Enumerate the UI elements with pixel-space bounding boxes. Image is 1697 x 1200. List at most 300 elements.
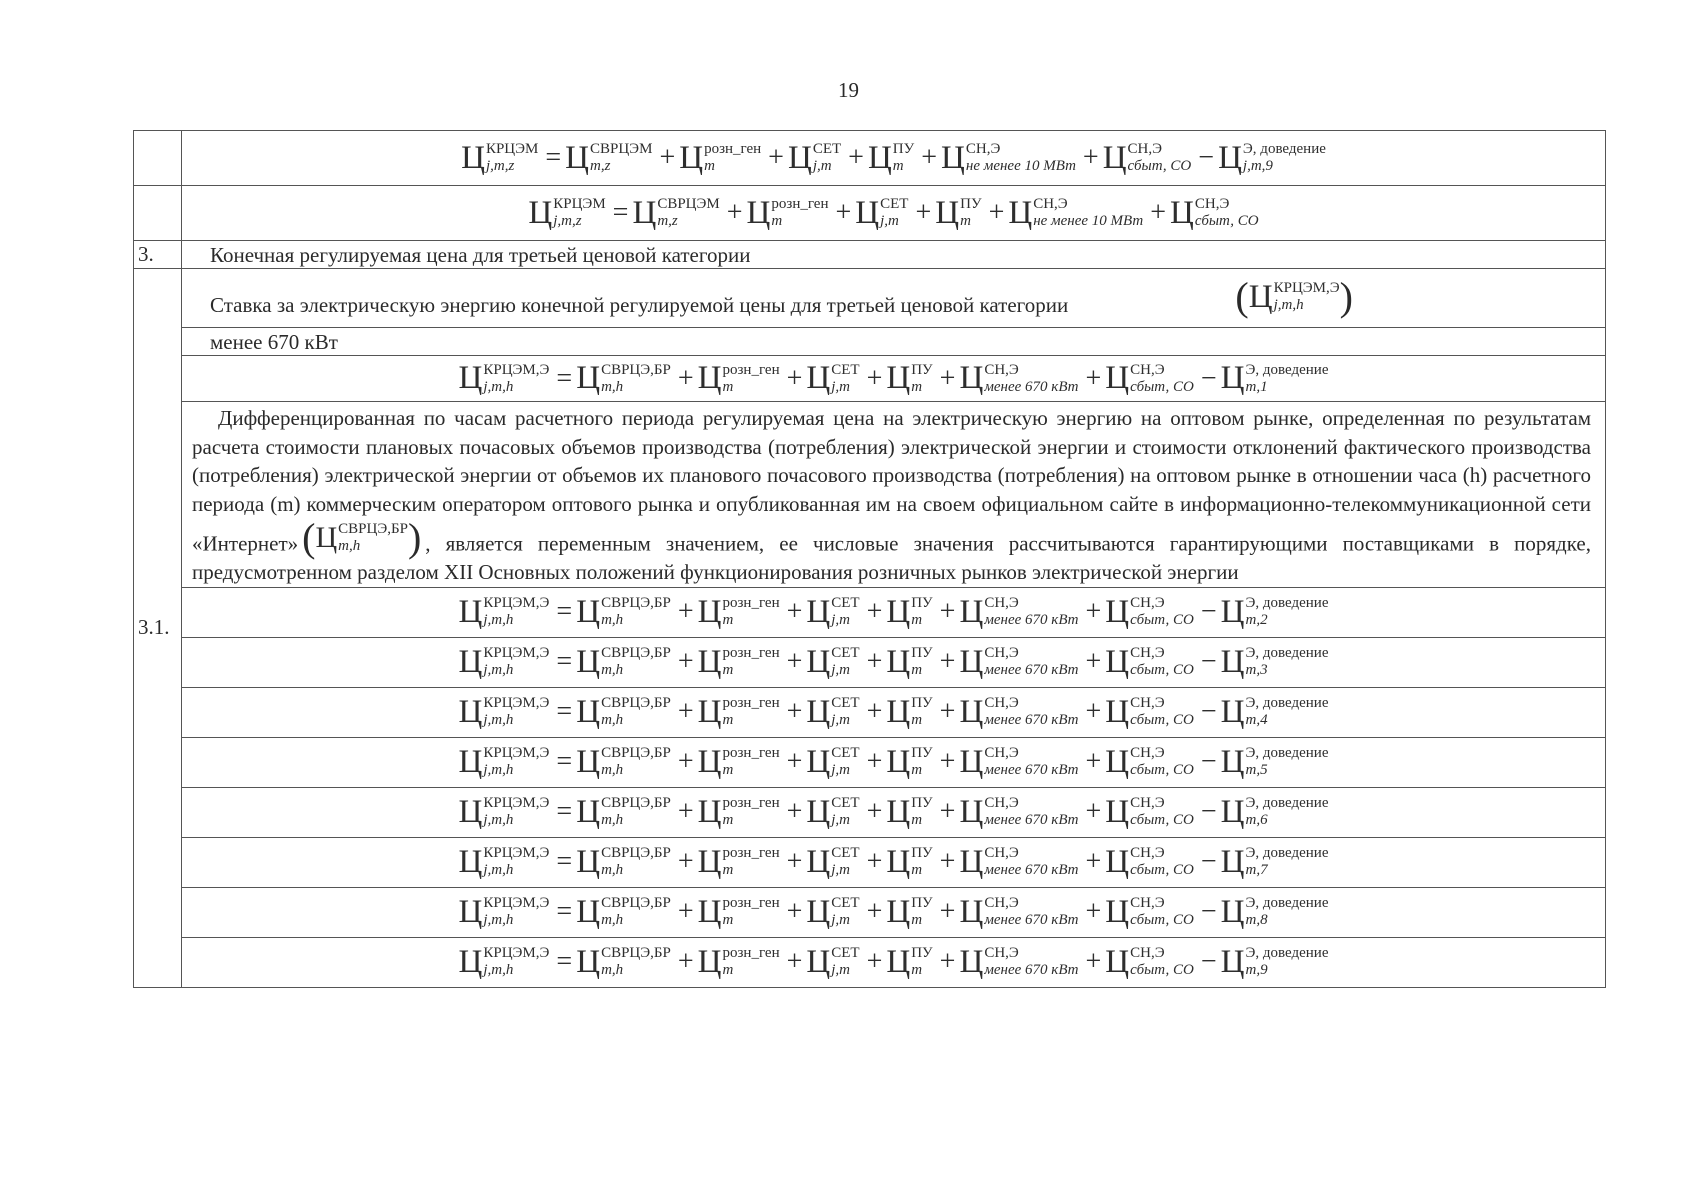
formula-base: Ц [806,943,831,980]
formula-superscript: СЕТ [880,196,909,212]
formula-row-2 [182,587,1606,637]
formula-base: Ц [959,893,984,930]
formula-scripts [1130,795,1194,829]
formula-superscript: СН,Э [1130,945,1165,961]
formula-scripts [1130,895,1194,929]
formula-row-8 [182,887,1606,937]
formula-subscript: m,h [601,962,624,978]
formula-scripts [831,795,859,829]
formula-scripts [984,945,1078,979]
formula-subscript: m [911,962,923,978]
formula-operator: = [556,696,573,727]
formula-subscript: сбыт, СО [1130,962,1194,978]
formula-base: Ц [458,843,483,880]
formula-operator: + [988,197,1005,228]
formula-subscript: m [722,662,734,678]
formula-base: Ц [959,743,984,780]
formula-superscript: СЕТ [831,695,860,711]
formula-scripts [601,362,671,396]
formula-term [886,795,932,829]
formula-term [886,945,932,979]
formula-superscript: Э, доведение [1245,695,1329,711]
formula-operator: + [677,746,694,777]
formula-subscript: j,m [831,378,850,395]
formula-base: Ц [458,893,483,930]
formula-base: Ц [1220,593,1245,630]
formula-subscript: m [911,612,923,628]
formula-subscript: m,h [338,538,361,554]
formula-scripts [486,141,538,175]
formula-superscript: Э, доведение [1245,645,1329,661]
formula-term [1221,695,1329,729]
formula-subscript: m [892,158,904,174]
formula-scripts [911,362,932,396]
formula-scripts [1130,695,1194,729]
formula-scripts [723,695,780,729]
formula-operator: + [866,946,883,977]
formula-operator: + [786,596,803,627]
formula-scripts [483,895,549,929]
formula-operator: + [1085,796,1102,827]
formula-subscript: m [722,762,734,778]
formula-subscript: j,m,h [483,812,514,828]
formula-scripts [601,695,671,729]
formula-base: Ц [458,693,483,730]
formula-term [1249,280,1340,314]
formula-row-3 [182,637,1606,687]
formula-base: Ц [1105,693,1130,730]
formula-term [806,362,859,396]
formula-scripts [483,595,549,629]
formula-row-top-2 [182,186,1606,241]
formula-base: Ц [576,943,601,980]
formula-scripts [1246,595,1329,629]
formula-scripts [1246,745,1329,779]
formula-subscript: j,m [880,213,899,229]
formula-term [459,845,550,879]
formula-subscript: сбыт, СО [1130,912,1194,928]
formula-scripts [601,895,671,929]
formula-subscript: j,m [831,612,850,628]
formula-superscript: СЕТ [831,595,860,611]
formula-base: Ц [959,943,984,980]
formula-row-1 [182,356,1606,402]
formula-term [1105,595,1194,629]
formula-subscript: m,h [601,912,624,928]
formula-base: Ц [959,593,984,630]
formula-term [576,895,671,929]
formula-scripts [601,945,671,979]
formula-operator: = [556,796,573,827]
formula-operator: + [866,596,883,627]
formula-term [565,141,652,175]
formula-operator: + [677,646,694,677]
formula-base: Ц [746,194,771,231]
formula-term [1105,695,1194,729]
formula-superscript: СВРЦЭ,БР [601,845,671,861]
formula-scripts [723,362,780,396]
formula-term [1221,945,1329,979]
formula-superscript: розн_ген [704,141,762,157]
formula-base: Ц [886,593,911,630]
formula-scripts [984,745,1078,779]
formula-superscript: КРЦЭМ [485,141,539,157]
formula-row-6 [182,787,1606,837]
formula-superscript: СН,Э [1127,141,1163,157]
formula-scripts [1033,196,1143,230]
formula-base: Ц [458,643,483,680]
formula-subscript: m,h [601,378,624,395]
formula-operator: + [786,946,803,977]
formula-operator: = [556,896,573,927]
formula-operator: + [1085,362,1102,394]
formula-operator: + [677,696,694,727]
formula-superscript: Э, доведение [1245,895,1329,911]
subheading: менее 670 кВт [182,328,1606,356]
formula-superscript: розн_ген [722,795,780,811]
formula-base: Ц [886,693,911,730]
formula-operator: = [556,596,573,627]
formula-subscript: менее 670 кВт [984,962,1079,978]
formula-base: Ц [697,693,722,730]
formula-base: Ц [576,643,601,680]
formula-subscript: m,h [601,662,624,678]
formula-operator: = [545,142,562,173]
formula-subscript: m [911,862,923,878]
formula-scripts [831,695,859,729]
formula [461,141,1326,175]
formula-term [959,895,1078,929]
formula [459,795,1329,829]
formula-scripts [723,645,780,679]
formula-base: Ц [458,360,483,396]
formula-superscript: ПУ [911,745,933,761]
formula-term [576,595,671,629]
formula-term [459,945,550,979]
subsection-symbol: ( Ц КРЦЭМ,Э j,m,h ) [1235,274,1353,319]
formula-subscript: j,m,9 [1242,158,1273,174]
formula-base: Ц [632,194,657,231]
formula-superscript: КРЦЭМ,Э [483,845,550,861]
formula-scripts [831,745,859,779]
formula-base: Ц [679,139,704,176]
formula-subscript: m [722,812,734,828]
formula-base: Ц [576,893,601,930]
formula-term [959,695,1078,729]
formula-base: Ц [1220,743,1245,780]
formula-base: Ц [1105,943,1130,980]
formula-subscript: менее 670 кВт [984,712,1079,728]
formula-superscript: СН,Э [984,895,1019,911]
formula-subscript: m [911,378,923,395]
formula-term [576,945,671,979]
formula-scripts [880,196,908,230]
formula-scripts [831,645,859,679]
formula-scripts [483,745,549,779]
formula-scripts [601,745,671,779]
formula-operator: + [1085,746,1102,777]
formula-subscript: менее 670 кВт [984,662,1079,678]
formula-base: Ц [576,793,601,830]
formula-operator: − [1200,596,1217,627]
formula-superscript: ПУ [911,795,933,811]
formula-superscript: ПУ [911,595,933,611]
formula-operator: + [786,646,803,677]
formula-term [935,196,981,230]
formula-superscript: СН,Э [1033,196,1068,212]
formula-operator: + [677,596,694,627]
formula-subscript: m,1 [1245,378,1268,395]
formula-operator: + [939,896,956,927]
formula-operator: + [866,362,883,394]
formula-term [698,745,780,779]
formula-base: Ц [697,793,722,830]
formula-scripts [1130,845,1194,879]
formula-scripts [723,895,780,929]
subsection-title: Ставка за электрическую энергию конечной регулируемой цены для третьей ценовой категории [210,293,1069,317]
formula-superscript: розн_ген [722,595,780,611]
formula-scripts [984,795,1078,829]
formula-superscript: СН,Э [1130,895,1165,911]
formula-operator: + [677,846,694,877]
formula-scripts [984,595,1078,629]
formula-superscript: СН,Э [984,595,1019,611]
formula-term [1105,795,1194,829]
formula-term [1105,645,1194,679]
formula-subscript: m,h [601,712,624,728]
formula-operator: + [1085,696,1102,727]
formula-scripts [1130,645,1194,679]
formula-subscript: m,2 [1245,612,1268,628]
formula-term [788,141,841,175]
formula-operator: + [1150,197,1167,228]
formula-term [959,362,1078,396]
formula-subscript: j,m [831,962,850,978]
formula-base: Ц [1105,643,1130,680]
formula-subscript: сбыт, СО [1130,712,1194,728]
formula-base: Ц [886,893,911,930]
formula-superscript: СВРЦЭ,БР [338,521,408,537]
formula-operator: + [939,946,956,977]
formula-operator: + [677,796,694,827]
formula-superscript: СЕТ [812,141,842,157]
formula-operator: − [1200,646,1217,677]
formula-term [576,362,671,396]
formula-subscript: m [960,213,971,229]
formula-subscript: менее 670 кВт [984,762,1079,778]
formula-operator: + [939,746,956,777]
formula-term [1008,196,1143,230]
formula-base: Ц [886,360,911,396]
formula-operator: + [939,696,956,727]
formula-scripts [1130,595,1194,629]
formula-scripts [1128,141,1192,175]
formula-scripts [893,141,914,175]
formula-subscript: j,m [812,158,832,174]
formula-base: Ц [1105,360,1130,396]
formula-subscript: m,h [601,812,624,828]
formula-subscript: не менее 10 МВт [965,158,1076,174]
formula-subscript: j,m [831,662,850,678]
formula-base: Ц [941,139,965,176]
formula-superscript: СН,Э [1130,845,1165,861]
formula-base: Ц [855,194,880,231]
formula [459,845,1329,879]
formula-superscript: СН,Э [1130,795,1165,811]
formula-superscript: розн_ген [722,361,780,378]
formula-operator: + [677,362,694,394]
formula-scripts [723,795,780,829]
formula-subscript: j,m,z [485,158,515,174]
formula-superscript: ПУ [892,141,915,157]
formula-superscript: СЕТ [831,795,860,811]
formula-base: Ц [697,743,722,780]
formula-operator: = [612,197,629,228]
formula-scripts [831,945,859,979]
formula-term [886,595,932,629]
formula-subscript: менее 670 кВт [984,812,1079,828]
formula-superscript: ПУ [911,895,933,911]
formula-superscript: Э, доведение [1245,745,1329,761]
formula-scripts [601,595,671,629]
formula-base: Ц [806,843,831,880]
formula-scripts [1243,141,1326,175]
formula-superscript: СЕТ [831,895,860,911]
formula-scripts [984,895,1078,929]
formula-superscript: ПУ [911,695,933,711]
formula-subscript: сбыт, СО [1130,812,1194,828]
formula-base: Ц [1105,593,1130,630]
formula-row-9 [182,937,1606,987]
formula-subscript: сбыт, СО [1130,612,1194,628]
formula-scripts [911,845,932,879]
formula-base: Ц [959,793,984,830]
formula-operator: + [939,596,956,627]
formula-superscript: ПУ [911,645,933,661]
formula-term [459,362,550,396]
formula-base: Ц [959,843,984,880]
formula-operator: + [786,362,803,394]
formula-term [459,645,550,679]
formula-superscript: СВРЦЭ,БР [601,945,671,961]
formula-base: Ц [528,194,553,231]
formula-base: Ц [806,893,831,930]
formula-scripts [984,645,1078,679]
formula-subscript: менее 670 кВт [984,612,1079,628]
formula-subscript: m [722,862,734,878]
formula-subscript: m [911,662,923,678]
formula-subscript: m [911,812,923,828]
formula-superscript: Э, доведение [1245,361,1329,378]
formula-operator: + [866,746,883,777]
formula-base: Ц [1105,793,1130,830]
formula-scripts [966,141,1076,175]
formula-scripts [657,196,719,230]
formula-base: Ц [1105,743,1130,780]
formula-base: Ц [806,743,831,780]
formula-term [959,745,1078,779]
section-title: Конечная регулируемая цена для третьей ценовой категории [182,241,1606,269]
formula-subscript: m [911,712,923,728]
formula-operator: = [556,946,573,977]
formula-subscript: j,m,z [553,213,582,229]
formula-scripts [911,695,932,729]
formula-scripts [984,845,1078,879]
formula-operator: = [556,362,573,394]
formula-term [632,196,719,230]
formula [459,362,1329,396]
formula-subscript: m [771,213,783,229]
formula-subscript: j,m [831,912,850,928]
section-number: 3. [134,241,182,269]
paragraph [182,402,1605,587]
formula-superscript: СВРЦЭ,БР [601,595,671,611]
formula-subscript: j,m [831,762,850,778]
formula-operator: + [939,796,956,827]
formula-scripts [1246,362,1329,396]
formula-superscript: КРЦЭМ,Э [483,745,550,761]
formula-subscript: сбыт, СО [1130,762,1194,778]
formula-term [868,141,914,175]
formula-superscript: Э, доведение [1245,945,1329,961]
formula-superscript: КРЦЭМ,Э [1273,280,1340,296]
formula-scripts [483,362,549,396]
formula-operator: − [1200,696,1217,727]
formula-operator: + [786,746,803,777]
formula-term [806,895,859,929]
formula-subscript: m,3 [1245,662,1268,678]
formula-subscript: m [911,912,923,928]
formula-operator: + [921,142,938,173]
formula-operator: − [1198,142,1215,173]
formula-operator: + [1085,596,1102,627]
formula-superscript: розн_ген [722,695,780,711]
formula-term [698,845,780,879]
formula-term [459,795,550,829]
formula-superscript: СН,Э [1130,745,1165,761]
formula-subscript: m [722,378,734,395]
formula-term [806,745,859,779]
formula [459,745,1329,779]
formula-term [1221,845,1329,879]
formula-superscript: СН,Э [965,141,1001,157]
formula-superscript: КРЦЭМ,Э [483,795,550,811]
formula-operator: + [1085,896,1102,927]
formula-term [576,695,671,729]
formula-base: Ц [806,793,831,830]
formula-term [886,362,932,396]
formula-term [576,795,671,829]
formula-term [886,745,932,779]
formula-base: Ц [1220,793,1245,830]
empty-number-cell [134,186,182,241]
formula-base: Ц [1008,194,1033,231]
formula-scripts [911,595,932,629]
formula-term [959,845,1078,879]
formula-operator: + [1085,946,1102,977]
formula-term [576,645,671,679]
formula-base: Ц [935,194,960,231]
formula-superscript: СВРЦЭ,БР [601,645,671,661]
formula-term [806,595,859,629]
formula-term [528,196,605,230]
formula-scripts [911,795,932,829]
formula-operator: + [768,142,784,173]
formula-scripts [483,945,549,979]
formula-base: Ц [1170,194,1194,231]
formula-scripts [601,845,671,879]
formula-base: Ц [1220,643,1245,680]
